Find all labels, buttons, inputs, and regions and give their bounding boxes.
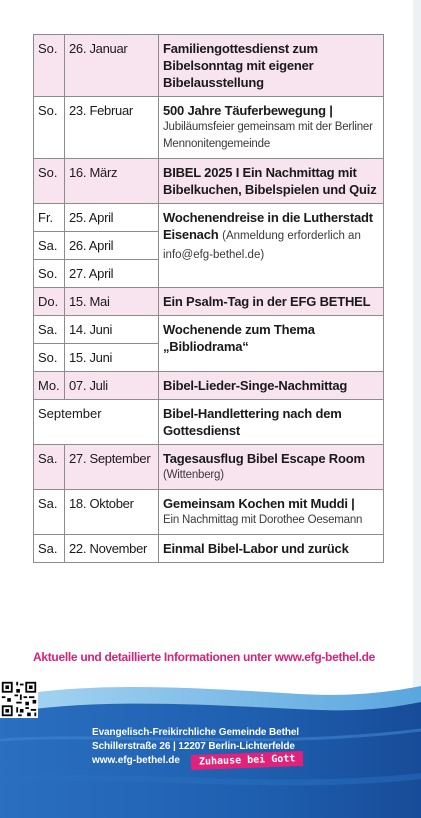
event-date: 14. Juni <box>65 316 159 344</box>
church-website[interactable]: www.efg-bethel.de <box>92 755 180 766</box>
event-day: Sa. <box>34 316 65 344</box>
event-title: Einmal Bibel-Labor und zurück <box>163 541 349 556</box>
event-day: Mo. <box>34 372 65 400</box>
event-title: BIBEL 2025 I Ein Nachmittag mit Bibelkuchen, Bibelspielen und Quiz <box>163 165 377 197</box>
event-title-cell <box>159 288 384 316</box>
event-title: Familiengottesdienst zum Bibelsonntag mit eigener Bibelausstellung <box>163 41 318 90</box>
event-date: 27. April <box>65 260 159 288</box>
event-day: Sa. <box>34 490 65 535</box>
event-title-cell <box>159 204 384 288</box>
event-subtitle: (Wittenberg) <box>163 469 224 481</box>
event-day: So. <box>34 344 65 372</box>
events-table <box>33 34 384 563</box>
event-title-cell <box>159 316 384 372</box>
table-row <box>34 535 384 563</box>
event-date: 26. April <box>65 232 159 260</box>
event-date: 23. Februar <box>65 97 159 159</box>
event-title: Ein Psalm-Tag in der EFG BETHEL <box>163 294 371 309</box>
event-title-cell <box>159 400 384 445</box>
event-title: Wochenende zum Thema „Bibliodrama“ <box>163 322 315 354</box>
event-date: 22. November <box>65 535 159 563</box>
event-day: Sa. <box>34 445 65 490</box>
event-title-cell <box>159 490 384 535</box>
event-title: Bibel-Lieder-Singe-Nachmittag <box>163 378 348 393</box>
qr-code-icon[interactable] <box>0 680 38 718</box>
slogan-badge: Zuhause bei Gott <box>191 751 304 770</box>
event-date: 16. März <box>65 159 159 204</box>
table-row <box>34 490 384 535</box>
event-title: Gemeinsam Kochen mit Muddi | <box>163 496 355 511</box>
event-note: (Anmeldung erforderlich an info@efg-bethel.de) <box>163 230 361 261</box>
table-row <box>34 35 384 97</box>
event-title: Tagesausflug Bibel Escape Room <box>163 451 365 466</box>
event-date: 26. Januar <box>65 35 159 97</box>
event-title: 500 Jahre Täuferbewegung | <box>163 103 333 118</box>
church-address: Schillerstraße 26 | 12207 Berlin-Lichterfelde <box>92 741 295 752</box>
event-date: 18. Oktober <box>65 490 159 535</box>
footer-banner <box>0 680 421 818</box>
event-day: Do. <box>34 288 65 316</box>
event-day: So. <box>34 260 65 288</box>
event-date: 15. Mai <box>65 288 159 316</box>
event-title-cell <box>159 97 384 159</box>
event-title: Bibel-Handlettering nach dem Gottesdienst <box>163 406 342 438</box>
table-row <box>34 372 384 400</box>
table-row <box>34 97 384 159</box>
table-row <box>34 445 384 490</box>
event-day: Sa. <box>34 232 65 260</box>
event-day: Sa. <box>34 535 65 563</box>
event-title-cell <box>159 159 384 204</box>
table-row <box>34 316 384 344</box>
table-row <box>34 400 384 445</box>
event-date: 07. Juli <box>65 372 159 400</box>
event-date: September <box>34 400 159 445</box>
event-day: So. <box>34 159 65 204</box>
table-row <box>34 204 384 232</box>
event-day: Fr. <box>34 204 65 232</box>
event-title-cell <box>159 372 384 400</box>
info-line[interactable]: Aktuelle und detaillierte Informationen unter www.efg-bethel.de <box>33 650 376 664</box>
event-title: Wochenendreise in die Lutherstadt Eisenach <box>163 210 373 242</box>
church-name: Evangelisch-Freikirchliche Gemeinde Bethel <box>92 727 299 738</box>
table-row <box>34 288 384 316</box>
event-day: So. <box>34 97 65 159</box>
table-row <box>34 159 384 204</box>
event-subtitle: Ein Nachmittag mit Dorothee Oesemann <box>163 514 363 526</box>
event-title-cell <box>159 35 384 97</box>
event-title-cell <box>159 535 384 563</box>
event-title-cell <box>159 445 384 490</box>
event-day: So. <box>34 35 65 97</box>
event-date: 15. Juni <box>65 344 159 372</box>
event-date: 25. April <box>65 204 159 232</box>
event-subtitle: Jubiläumsfeier gemeinsam mit der Berliner Mennonitengemeinde <box>163 121 373 150</box>
event-date: 27. September <box>65 445 159 490</box>
